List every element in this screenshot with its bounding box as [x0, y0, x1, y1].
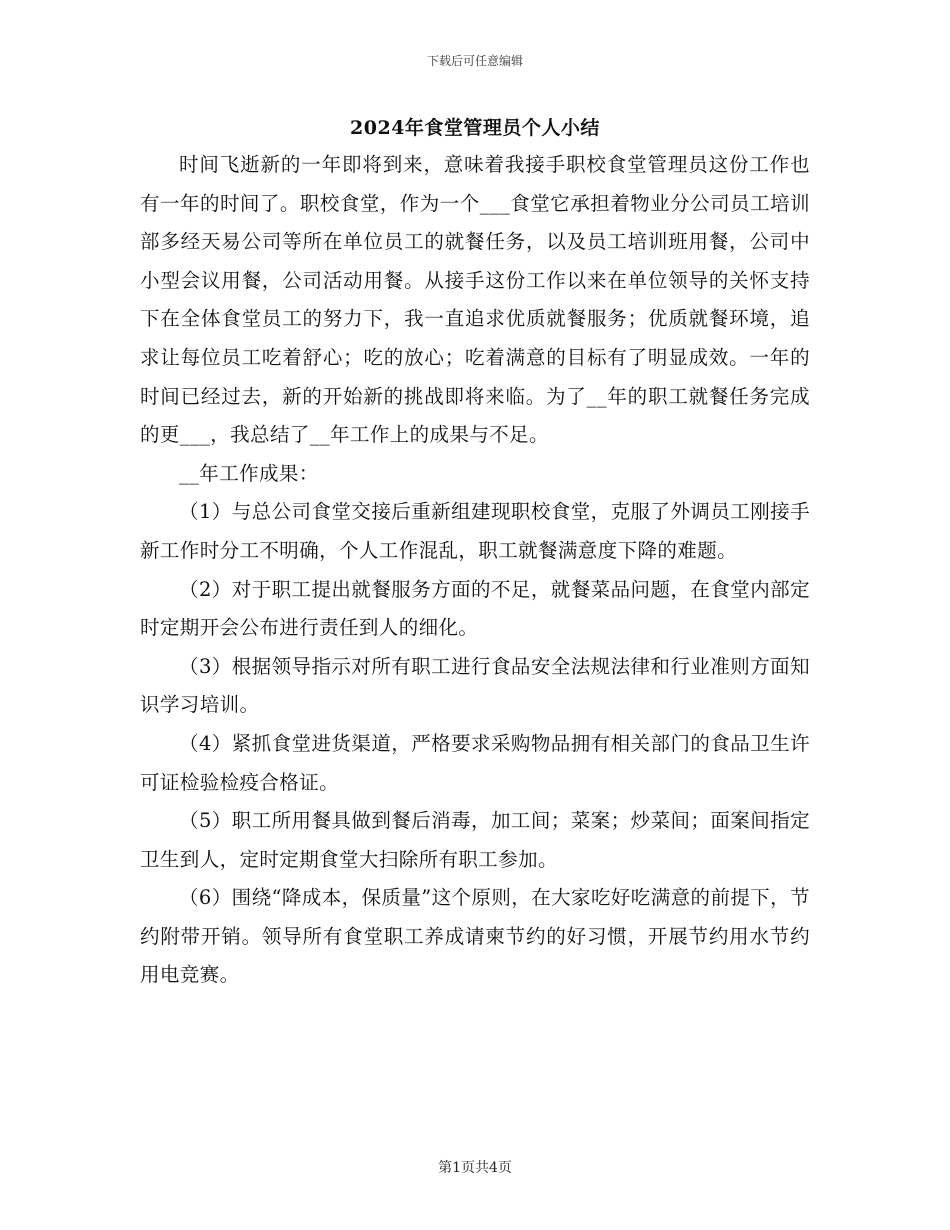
- paragraph-item-2: （2）对于职工提出就餐服务方面的不足，就餐菜品问题，在食堂内部定时定期开会公布进行责任到人的细化。: [140, 577, 810, 640]
- paragraph-item-3: （3）根据领导指示对所有职工进行食品安全法规法律和行业准则方面知识学习培训。: [140, 654, 810, 717]
- paragraph-item-5: （5）职工所用餐具做到餐后消毒，加工间；菜案；炒菜间；面案间指定卫生到人，定时定期食堂大扫除所有职工参加。: [140, 809, 810, 871]
- header-note: 下载后可任意编辑: [426, 54, 523, 68]
- page-number: 第1页共4页: [438, 1160, 512, 1176]
- paragraph-intro: 时间飞逝新的一年即将到来，意味着我接手职校食堂管理员这份工作也有一年的时间了。职校食堂，作为一个___食堂它承担着物业分公司员工培训部多经天易公司等所在单位员工的就餐任务，以及员工培训班用餐，公司中小型会议用餐，公司活动用餐。从接手这份工作以来在单位领导的关怀支持下在全体食堂员工的努力下，我一直追求优质就餐服务；优质就餐环境，追求让每位员工吃着舒心；吃的放心；吃着满意的目标有了明显成效。一年的时间已经过去，新的开始新的挑战即将来临。为了__年的职工就餐任务完成的更___，我总结了__年工作上的成果与不足。: [140, 153, 810, 447]
- document-body: [140, 146, 810, 995]
- paragraph-item-1: （1）与总公司食堂交接后重新组建现职校食堂，克服了外调员工刚接手新工作时分工不明确，个人工作混乱，职工就餐满意度下降的难题。: [140, 500, 810, 562]
- paragraph-item-6: （6）围绕“降成本，保质量”这个原则，在大家吃好吃满意的前提下，节约附带开销。领导所有食堂职工养成请柬节约的好习惯，开展节约用水节约用电竞赛。: [140, 886, 810, 987]
- paragraph-achievements-heading: __年工作成果：: [179, 461, 319, 485]
- document-title: 2024年食堂管理员个人小结: [350, 117, 600, 139]
- paragraph-item-4: （4）紧抓食堂进货渠道，严格要求采购物品拥有相关部门的食品卫生许可证检验检疫合格证。: [140, 731, 810, 794]
